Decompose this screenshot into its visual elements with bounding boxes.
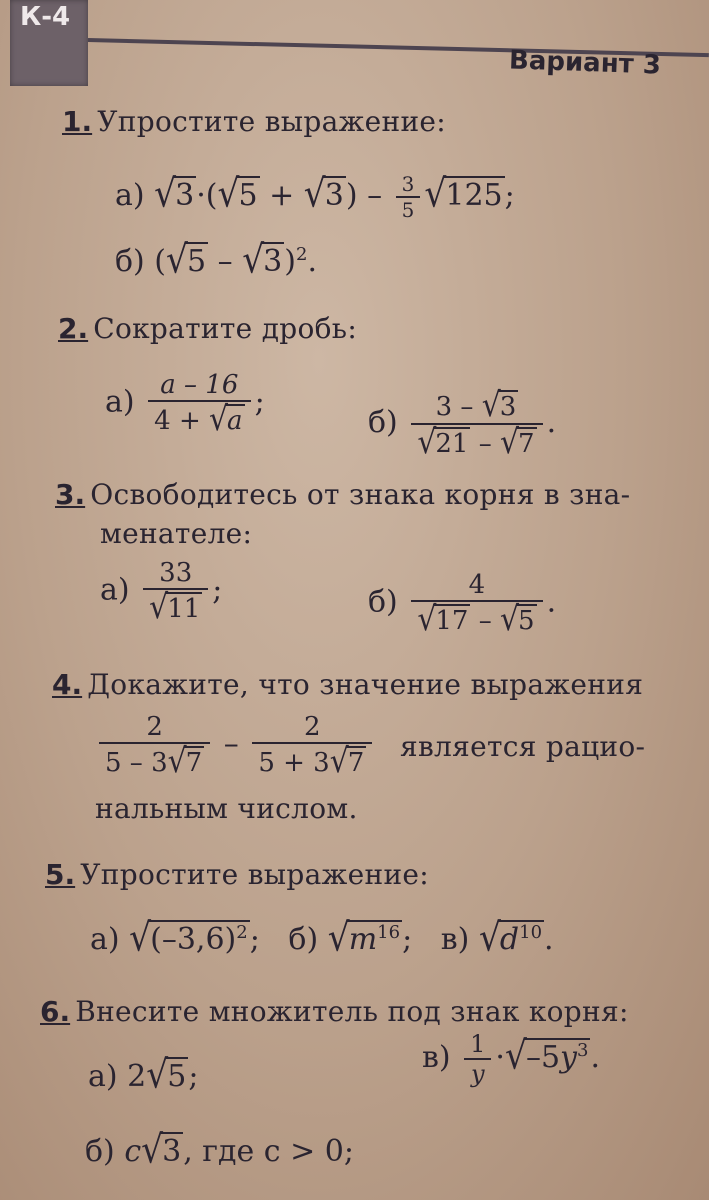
task-3b: б) $\frac{4}{√17 - √5}$ .: [368, 570, 557, 640]
fraction: $\frac{2}{5 + 3√7}$: [252, 712, 372, 779]
item-label: б): [115, 244, 145, 279]
task-3-text-cont: менателе:: [100, 517, 253, 550]
task-6b: б) c√3, где c > 0;: [85, 1127, 354, 1173]
task-number: 3.: [55, 478, 86, 511]
task-text: Освободитесь от знака корня в зна-: [90, 478, 631, 511]
item-label: в): [422, 1040, 451, 1075]
fraction: $\frac{4}{√17 - √5}$: [411, 570, 542, 637]
item-label: а): [100, 572, 130, 608]
sqrt: √3: [154, 171, 195, 217]
sqrt: $√m^{16}$: [327, 915, 401, 961]
header-code-box: [10, 0, 88, 86]
item-label: в): [440, 922, 470, 957]
task-3: [55, 478, 630, 511]
task-1b: б) (√5 – √3)$^2$.: [115, 237, 317, 283]
task-4-text-end: нальным числом.: [95, 792, 358, 825]
header-code: К-4: [20, 2, 71, 32]
sqrt: $√-5y^3$: [504, 1033, 589, 1079]
task-2: [58, 312, 357, 345]
task-4-text-mid: является рацио-: [400, 730, 646, 763]
task-text: Сократите дробь:: [93, 312, 358, 345]
task-6: [40, 995, 629, 1028]
task-4-expression: $\frac{2}{5 - 3√7}$ – $\frac{2}{5 + 3√7}$: [95, 712, 376, 779]
fraction: $\frac{a - 16}{4 + √a}$: [148, 370, 250, 437]
task-number: 4.: [52, 668, 83, 701]
task-text: Докажите, что значение выражения: [87, 668, 644, 701]
sqrt: √3: [242, 237, 283, 283]
sqrt: √3: [303, 171, 344, 217]
fraction: $\frac{2}{5 - 3√7}$: [99, 712, 210, 779]
item-label: а): [90, 922, 120, 957]
task-6c: в) $\frac{1}{y}$ $\cdot√-5y^3$.: [422, 1030, 600, 1088]
task-2a: а) $\frac{a - 16}{4 + √a}$ ;: [105, 370, 265, 440]
task-number: 2.: [58, 312, 89, 345]
item-label: б): [85, 1134, 115, 1169]
task-text: Внесите множитель под знак корня:: [75, 995, 629, 1028]
task-6a: а) 2√5;: [88, 1052, 199, 1098]
item-label: а): [105, 384, 135, 420]
sqrt: $√d^{10}$: [478, 915, 543, 961]
sqrt: √5: [166, 237, 207, 283]
task-text: Упростите выражение:: [80, 858, 430, 891]
item-label: а): [115, 178, 145, 213]
sqrt: √5: [217, 171, 258, 217]
task-text: Упростите выражение:: [97, 105, 447, 138]
item-label: б): [368, 405, 398, 440]
task-1: [62, 105, 446, 138]
task-5: [45, 858, 429, 891]
fraction: $\frac{33}{√11}$: [143, 558, 208, 625]
task-number: 5.: [45, 858, 76, 891]
task-3a: а) $\frac{33}{√11}$ ;: [100, 558, 223, 628]
fraction: $\frac{3 - √3}{√21 - √7}$: [411, 388, 542, 460]
fraction: $\frac{3}{5}$: [396, 172, 421, 222]
variant-title: Вариант 3: [508, 45, 662, 81]
task-number: 1.: [62, 105, 93, 138]
task-4: [52, 668, 643, 701]
task-1a: а) √3·(√5 + √3) – $\frac{3}{5}$ √125;: [115, 171, 515, 222]
item-label: б): [288, 922, 319, 957]
item-label: б): [368, 584, 398, 620]
sqrt: $√(-3,6)^2$: [129, 915, 248, 961]
sqrt: √125: [424, 171, 503, 217]
item-label: а): [88, 1059, 118, 1094]
task-5-items: а) $√(-3,6)^2$; б) $√m^{16}$; в) $√d^{10}$.: [90, 915, 554, 961]
fraction: $\frac{1}{y}$: [464, 1030, 491, 1088]
task-2b: б) $\frac{3 - √3}{√21 - √7}$ .: [368, 385, 557, 463]
sqrt: √5: [146, 1052, 187, 1098]
task-number: 6.: [40, 995, 71, 1028]
sqrt: √3: [141, 1127, 182, 1173]
